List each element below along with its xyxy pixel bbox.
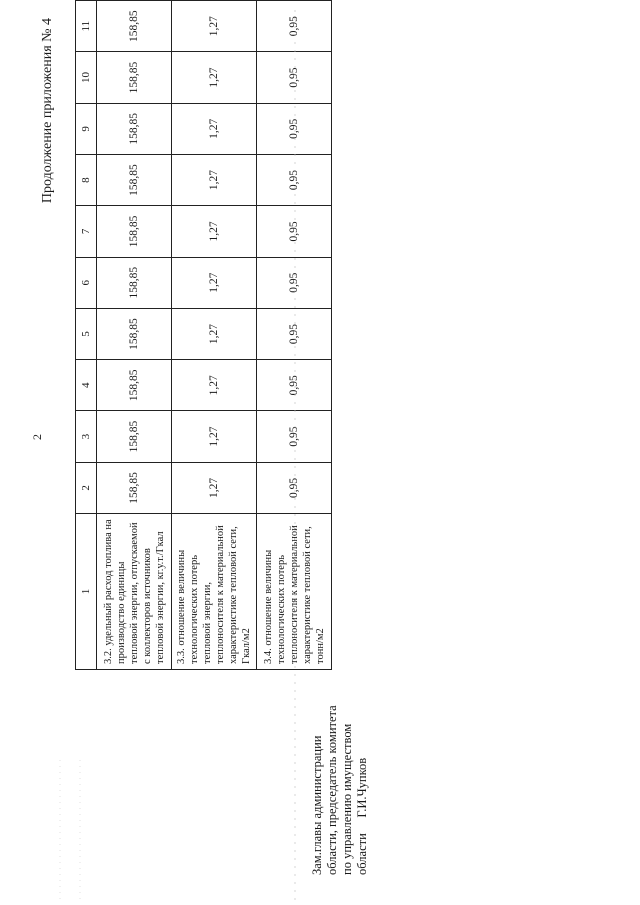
table-cell: 0,95 (257, 462, 332, 513)
table-cell: 0,95 (257, 52, 332, 103)
table-cell: 158,85 (97, 257, 172, 308)
row-label: 3.3. отношение величины технологических потерь тепловой энергии, теплоносителя к материальной характеристике тепловой сети, Гкал/м2 (172, 514, 257, 670)
column-header: 3 (76, 411, 97, 462)
column-header: 6 (76, 257, 97, 308)
page-number: 2 (30, 434, 44, 440)
table-cell: 158,85 (97, 1, 172, 52)
column-header: 1 (76, 514, 97, 670)
table-cell: 1,27 (172, 411, 257, 462)
column-header: 7 (76, 206, 97, 257)
table-cell: 158,85 (97, 411, 172, 462)
table-cell: 0,95 (257, 206, 332, 257)
table-cell: 158,85 (97, 154, 172, 205)
table-cell: 1,27 (172, 308, 257, 359)
table-cell: 1,27 (172, 154, 257, 205)
table-cell: 0,95 (257, 257, 332, 308)
continuation-title: Продолжение приложения № 4 (40, 18, 55, 204)
column-header: 2 (76, 462, 97, 513)
column-header: 10 (76, 52, 97, 103)
signature-line: Зам.главы администрации (310, 735, 324, 875)
table-cell: 158,85 (97, 52, 172, 103)
row-label: 3.2. удельный расход топлива на производство единицы тепловой энергии, отпускаемой с коллекторов источников тепловой энергии, кг.у.т./Гкал (97, 514, 172, 670)
table-cell: 0,95 (257, 1, 332, 52)
table-cell: 0,95 (257, 360, 332, 411)
table-cell: 158,85 (97, 103, 172, 154)
table-cell: 0,95 (257, 411, 332, 462)
table-cell: 158,85 (97, 462, 172, 513)
column-header: 5 (76, 308, 97, 359)
table-cell: 1,27 (172, 257, 257, 308)
column-header: 11 (76, 1, 97, 52)
table-cell: 1,27 (172, 462, 257, 513)
table-cell: 158,85 (97, 308, 172, 359)
table-cell: 1,27 (172, 1, 257, 52)
signature-line: области Г.И.Чупков (355, 757, 369, 875)
table-cell: 0,95 (257, 154, 332, 205)
row-label: 3.4. отношение величины технологических потерь теплоносителя к материальной характеристике тепловой сети, тонн/м2 (257, 514, 332, 670)
table-cell: 158,85 (97, 360, 172, 411)
table-cell: 0,95 (257, 308, 332, 359)
table-cell: 1,27 (172, 206, 257, 257)
table-cell: 158,85 (97, 206, 172, 257)
table-cell: 1,27 (172, 52, 257, 103)
column-header: 8 (76, 154, 97, 205)
signature-line: по управлению имуществом (340, 723, 354, 875)
column-header: 4 (76, 360, 97, 411)
signature-line: области, председатель комитета (325, 705, 339, 875)
table-cell: 1,27 (172, 360, 257, 411)
table-cell: 1,27 (172, 103, 257, 154)
column-header: 9 (76, 103, 97, 154)
table-cell: 0,95 (257, 103, 332, 154)
